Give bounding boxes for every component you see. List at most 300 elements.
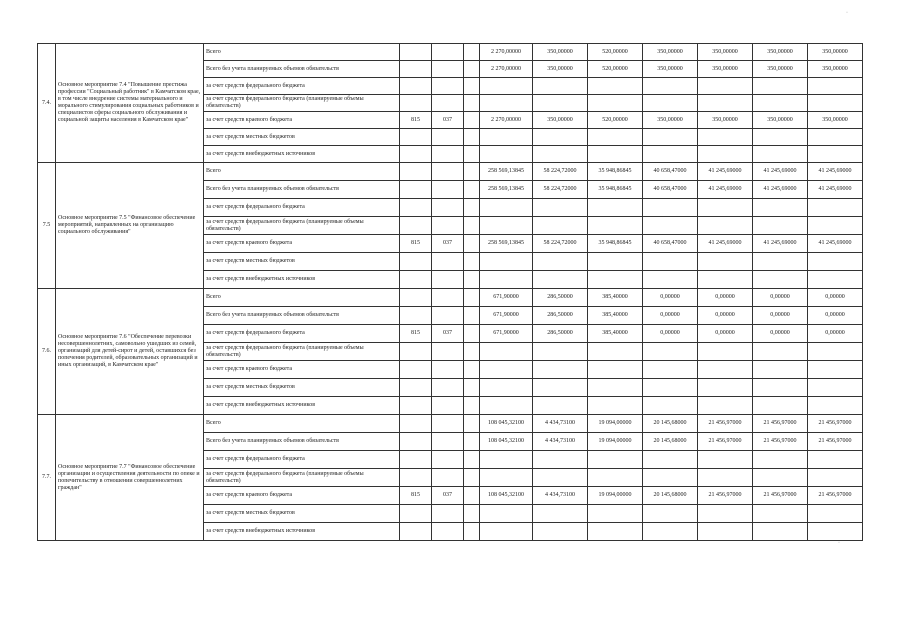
amount-cell [588, 397, 643, 415]
amount-cell [698, 217, 753, 235]
amount-cell: 58 224,72000 [533, 181, 588, 199]
amount-cell [808, 469, 863, 487]
amount-cell [753, 78, 808, 95]
amount-cell [588, 523, 643, 541]
amount-cell [698, 271, 753, 289]
amount-cell [808, 199, 863, 217]
rz-code [432, 217, 464, 235]
amount-cell: 4 434,73100 [533, 433, 588, 451]
amount-cell [698, 253, 753, 271]
measure-name: Основное мероприятие 7.4 "Повышение престижа профессии "Социальный работник" в Камчатском крае, в том числе внедрение системы материального и морального стимулирования социальных работников и специалистов сферы социального обслуживания и социальной защиты населения в Камчатском крае" [56, 44, 204, 163]
grbs-code [400, 361, 432, 379]
amount-cell [480, 451, 533, 469]
table-row [38, 415, 863, 433]
amount-cell: 21 456,97000 [698, 415, 753, 433]
amount-cell [588, 129, 643, 146]
amount-cell: 0,00000 [808, 307, 863, 325]
amount-cell [808, 129, 863, 146]
funding-source: за счет средств местных бюджетов [204, 505, 400, 523]
amount-cell [643, 523, 698, 541]
amount-cell [753, 95, 808, 112]
amount-cell: 21 456,97000 [808, 433, 863, 451]
amount-cell [480, 271, 533, 289]
amount-cell [533, 129, 588, 146]
amount-cell: 20 145,68000 [643, 415, 698, 433]
amount-cell [698, 523, 753, 541]
empty-cell [464, 505, 480, 523]
funding-source: за счет средств внебюджетных источников [204, 523, 400, 541]
amount-cell [533, 95, 588, 112]
amount-cell: 21 456,97000 [753, 487, 808, 505]
amount-cell [698, 199, 753, 217]
rz-code [432, 523, 464, 541]
grbs-code [400, 78, 432, 95]
funding-source: за счет средств федерального бюджета (планируемые объемы обязательств) [204, 95, 400, 112]
amount-cell: 58 224,72000 [533, 235, 588, 253]
empty-cell [464, 487, 480, 505]
rz-code [432, 289, 464, 307]
grbs-code [400, 146, 432, 163]
amount-cell: 41 245,69000 [698, 181, 753, 199]
amount-cell [753, 146, 808, 163]
grbs-code [400, 451, 432, 469]
rz-code [432, 307, 464, 325]
empty-cell [464, 78, 480, 95]
amount-cell: 0,00000 [808, 289, 863, 307]
amount-cell: 0,00000 [753, 325, 808, 343]
funding-source: за счет средств федерального бюджета [204, 325, 400, 343]
grbs-code [400, 343, 432, 361]
amount-cell [588, 199, 643, 217]
rz-code [432, 253, 464, 271]
amount-cell [480, 217, 533, 235]
amount-cell: 35 948,86845 [588, 163, 643, 181]
amount-cell: 258 569,13845 [480, 163, 533, 181]
amount-cell [808, 523, 863, 541]
grbs-code [400, 397, 432, 415]
amount-cell [643, 343, 698, 361]
amount-cell [698, 505, 753, 523]
scan-mark: · [838, 540, 840, 546]
amount-cell [753, 523, 808, 541]
funding-source: за счет средств местных бюджетов [204, 379, 400, 397]
grbs-code [400, 271, 432, 289]
amount-cell: 0,00000 [753, 307, 808, 325]
amount-cell [698, 129, 753, 146]
amount-cell: 21 456,97000 [698, 433, 753, 451]
table-row [38, 163, 863, 181]
amount-cell [533, 397, 588, 415]
funding-source: за счет средств краевого бюджета [204, 112, 400, 129]
amount-cell [643, 361, 698, 379]
amount-cell [643, 146, 698, 163]
rz-code [432, 129, 464, 146]
amount-cell: 108 045,32100 [480, 487, 533, 505]
amount-cell [480, 505, 533, 523]
grbs-code [400, 307, 432, 325]
amount-cell [808, 253, 863, 271]
amount-cell [533, 505, 588, 523]
empty-cell [464, 271, 480, 289]
amount-cell: 385,40000 [588, 289, 643, 307]
empty-cell [464, 146, 480, 163]
empty-cell [464, 433, 480, 451]
rz-code [432, 44, 464, 61]
rz-code [432, 146, 464, 163]
amount-cell [808, 95, 863, 112]
amount-cell: 286,50000 [533, 289, 588, 307]
amount-cell [588, 379, 643, 397]
funding-source: за счет средств федерального бюджета (планируемые объемы обязательств) [204, 217, 400, 235]
amount-cell [753, 469, 808, 487]
amount-cell [480, 146, 533, 163]
amount-cell [753, 271, 808, 289]
table-row [38, 44, 863, 61]
amount-cell [753, 379, 808, 397]
amount-cell [753, 505, 808, 523]
scan-mark: · [846, 10, 848, 16]
grbs-code [400, 505, 432, 523]
item-number: 7.7. [38, 415, 56, 541]
funding-source: за счет средств федерального бюджета [204, 199, 400, 217]
amount-cell: 108 045,32100 [480, 433, 533, 451]
empty-cell [464, 112, 480, 129]
rz-code [432, 163, 464, 181]
funding-source: за счет средств краевого бюджета [204, 487, 400, 505]
funding-source: за счет средств внебюджетных источников [204, 397, 400, 415]
funding-source: Всего без учета планируемых объемов обязательств [204, 433, 400, 451]
empty-cell [464, 235, 480, 253]
rz-code [432, 433, 464, 451]
amount-cell [533, 361, 588, 379]
amount-cell: 19 094,00000 [588, 433, 643, 451]
amount-cell: 21 456,97000 [698, 487, 753, 505]
funding-source: за счет средств федерального бюджета [204, 451, 400, 469]
grbs-code [400, 217, 432, 235]
amount-cell [753, 451, 808, 469]
funding-source: Всего без учета планируемых объемов обязательств [204, 61, 400, 78]
amount-cell: 40 658,47000 [643, 181, 698, 199]
amount-cell [533, 451, 588, 469]
amount-cell: 41 245,69000 [698, 163, 753, 181]
amount-cell [588, 361, 643, 379]
amount-cell: 41 245,69000 [753, 235, 808, 253]
table-row [38, 289, 863, 307]
empty-cell [464, 415, 480, 433]
amount-cell [588, 95, 643, 112]
amount-cell: 350,00000 [753, 112, 808, 129]
empty-cell [464, 379, 480, 397]
item-number: 7.4. [38, 44, 56, 163]
funding-source: за счет средств федерального бюджета (планируемые объемы обязательств) [204, 343, 400, 361]
amount-cell [643, 379, 698, 397]
amount-cell [808, 217, 863, 235]
amount-cell: 258 569,13845 [480, 235, 533, 253]
amount-cell: 2 270,00000 [480, 44, 533, 61]
amount-cell: 0,00000 [808, 325, 863, 343]
amount-cell: 40 658,47000 [643, 235, 698, 253]
amount-cell [698, 469, 753, 487]
amount-cell [533, 343, 588, 361]
empty-cell [464, 307, 480, 325]
amount-cell: 2 270,00000 [480, 61, 533, 78]
amount-cell: 21 456,97000 [808, 487, 863, 505]
amount-cell [643, 95, 698, 112]
measure-name: Основное мероприятие 7.5 "Финансовое обеспечение мероприятий, направленных на организацию социального обслуживания" [56, 163, 204, 289]
amount-cell: 350,00000 [643, 44, 698, 61]
grbs-code [400, 415, 432, 433]
amount-cell [480, 199, 533, 217]
amount-cell [643, 78, 698, 95]
grbs-code [400, 199, 432, 217]
amount-cell [533, 146, 588, 163]
amount-cell: 41 245,69000 [808, 163, 863, 181]
rz-code [432, 397, 464, 415]
grbs-code [400, 61, 432, 78]
funding-source: Всего [204, 163, 400, 181]
amount-cell [480, 343, 533, 361]
amount-cell [643, 469, 698, 487]
empty-cell [464, 343, 480, 361]
amount-cell: 350,00000 [533, 44, 588, 61]
amount-cell: 385,40000 [588, 307, 643, 325]
measure-name: Основное мероприятие 7.6 "Обеспечение перевозки несовершеннолетних, самовольно ушедших из семей, организаций для детей-сирот и детей, оставшихся без попечения родителей, образовательных организаций и иных организаций, в Камчатском крае" [56, 289, 204, 415]
amount-cell: 350,00000 [753, 44, 808, 61]
amount-cell [808, 343, 863, 361]
amount-cell: 671,90000 [480, 325, 533, 343]
amount-cell [808, 379, 863, 397]
amount-cell: 350,00000 [698, 112, 753, 129]
amount-cell: 19 094,00000 [588, 487, 643, 505]
empty-cell [464, 469, 480, 487]
amount-cell: 4 434,73100 [533, 487, 588, 505]
empty-cell [464, 217, 480, 235]
empty-cell [464, 397, 480, 415]
amount-cell [588, 343, 643, 361]
amount-cell: 35 948,86845 [588, 181, 643, 199]
amount-cell [643, 397, 698, 415]
rz-code [432, 78, 464, 95]
amount-cell: 286,50000 [533, 307, 588, 325]
amount-cell [698, 361, 753, 379]
empty-cell [464, 199, 480, 217]
grbs-code [400, 253, 432, 271]
amount-cell: 0,00000 [698, 289, 753, 307]
rz-code [432, 451, 464, 469]
amount-cell [698, 397, 753, 415]
amount-cell [533, 523, 588, 541]
funding-source: за счет средств краевого бюджета [204, 361, 400, 379]
funding-source: Всего без учета планируемых объемов обязательств [204, 307, 400, 325]
rz-code: 037 [432, 235, 464, 253]
amount-cell: 350,00000 [753, 61, 808, 78]
amount-cell [533, 253, 588, 271]
rz-code [432, 181, 464, 199]
amount-cell [480, 78, 533, 95]
amount-cell: 671,90000 [480, 289, 533, 307]
grbs-code: 815 [400, 112, 432, 129]
grbs-code [400, 523, 432, 541]
amount-cell [533, 199, 588, 217]
amount-cell: 21 456,97000 [808, 415, 863, 433]
amount-cell [480, 469, 533, 487]
rz-code [432, 469, 464, 487]
empty-cell [464, 181, 480, 199]
amount-cell: 0,00000 [643, 325, 698, 343]
amount-cell [480, 379, 533, 397]
amount-cell: 258 569,13845 [480, 181, 533, 199]
table-body [38, 44, 863, 541]
funding-source: за счет средств местных бюджетов [204, 129, 400, 146]
funding-source: за счет средств федерального бюджета (планируемые объемы обязательств) [204, 469, 400, 487]
empty-cell [464, 253, 480, 271]
empty-cell [464, 523, 480, 541]
rz-code [432, 379, 464, 397]
amount-cell: 350,00000 [698, 61, 753, 78]
amount-cell [643, 253, 698, 271]
amount-cell [808, 397, 863, 415]
amount-cell: 20 145,68000 [643, 433, 698, 451]
amount-cell [808, 78, 863, 95]
amount-cell [753, 199, 808, 217]
amount-cell: 350,00000 [643, 61, 698, 78]
amount-cell: 41 245,69000 [808, 235, 863, 253]
amount-cell: 520,00000 [588, 112, 643, 129]
grbs-code [400, 289, 432, 307]
amount-cell [643, 451, 698, 469]
grbs-code [400, 95, 432, 112]
amount-cell: 41 245,69000 [753, 181, 808, 199]
empty-cell [464, 95, 480, 112]
amount-cell [533, 271, 588, 289]
rz-code: 037 [432, 325, 464, 343]
rz-code: 037 [432, 487, 464, 505]
amount-cell: 0,00000 [643, 307, 698, 325]
measure-name: Основное мероприятие 7.7 "Финансовое обеспечение организации и осуществления деятельности по опеке и попечительству в отношении совершеннолетних граждан" [56, 415, 204, 541]
amount-cell [480, 95, 533, 112]
empty-cell [464, 451, 480, 469]
amount-cell [808, 361, 863, 379]
amount-cell: 286,50000 [533, 325, 588, 343]
empty-cell [464, 361, 480, 379]
amount-cell [753, 343, 808, 361]
amount-cell: 671,90000 [480, 307, 533, 325]
amount-cell [753, 129, 808, 146]
rz-code: 037 [432, 112, 464, 129]
amount-cell [753, 397, 808, 415]
amount-cell: 41 245,69000 [698, 235, 753, 253]
funding-source: за счет средств внебюджетных источников [204, 146, 400, 163]
item-number: 7.6. [38, 289, 56, 415]
empty-cell [464, 325, 480, 343]
amount-cell [698, 146, 753, 163]
amount-cell [533, 469, 588, 487]
empty-cell [464, 163, 480, 181]
amount-cell [643, 271, 698, 289]
funding-source: Всего [204, 415, 400, 433]
amount-cell [698, 343, 753, 361]
grbs-code: 815 [400, 235, 432, 253]
funding-source: Всего [204, 289, 400, 307]
amount-cell [588, 146, 643, 163]
grbs-code: 815 [400, 325, 432, 343]
amount-cell [588, 217, 643, 235]
amount-cell [533, 217, 588, 235]
amount-cell: 21 456,97000 [753, 433, 808, 451]
amount-cell [753, 361, 808, 379]
amount-cell: 21 456,97000 [753, 415, 808, 433]
amount-cell [588, 451, 643, 469]
amount-cell: 0,00000 [753, 289, 808, 307]
amount-cell [808, 451, 863, 469]
amount-cell [808, 146, 863, 163]
amount-cell [753, 253, 808, 271]
grbs-code [400, 163, 432, 181]
amount-cell: 350,00000 [808, 112, 863, 129]
amount-cell [698, 95, 753, 112]
amount-cell [480, 523, 533, 541]
item-number: 7.5 [38, 163, 56, 289]
funding-source: Всего [204, 44, 400, 61]
amount-cell: 20 145,68000 [643, 487, 698, 505]
amount-cell: 41 245,69000 [753, 163, 808, 181]
amount-cell [643, 217, 698, 235]
amount-cell [480, 397, 533, 415]
amount-cell [533, 379, 588, 397]
amount-cell: 520,00000 [588, 44, 643, 61]
amount-cell [808, 271, 863, 289]
amount-cell [698, 451, 753, 469]
amount-cell [480, 253, 533, 271]
amount-cell: 58 224,72000 [533, 163, 588, 181]
grbs-code: 815 [400, 487, 432, 505]
amount-cell [753, 217, 808, 235]
amount-cell: 40 658,47000 [643, 163, 698, 181]
empty-cell [464, 61, 480, 78]
grbs-code [400, 433, 432, 451]
grbs-code [400, 379, 432, 397]
amount-cell: 0,00000 [698, 325, 753, 343]
amount-cell: 350,00000 [643, 112, 698, 129]
funding-source: за счет средств местных бюджетов [204, 253, 400, 271]
empty-cell [464, 44, 480, 61]
amount-cell [588, 253, 643, 271]
amount-cell: 41 245,69000 [808, 181, 863, 199]
amount-cell [480, 129, 533, 146]
amount-cell: 4 434,73100 [533, 415, 588, 433]
grbs-code [400, 469, 432, 487]
rz-code [432, 343, 464, 361]
amount-cell [698, 379, 753, 397]
amount-cell [588, 78, 643, 95]
amount-cell: 385,40000 [588, 325, 643, 343]
empty-cell [464, 289, 480, 307]
amount-cell: 350,00000 [533, 61, 588, 78]
grbs-code [400, 181, 432, 199]
rz-code [432, 271, 464, 289]
amount-cell: 520,00000 [588, 61, 643, 78]
funding-source: за счет средств федерального бюджета [204, 78, 400, 95]
amount-cell [588, 469, 643, 487]
grbs-code [400, 129, 432, 146]
rz-code [432, 61, 464, 78]
amount-cell [643, 505, 698, 523]
rz-code [432, 505, 464, 523]
amount-cell [533, 78, 588, 95]
amount-cell: 350,00000 [808, 44, 863, 61]
amount-cell [643, 129, 698, 146]
amount-cell: 350,00000 [533, 112, 588, 129]
